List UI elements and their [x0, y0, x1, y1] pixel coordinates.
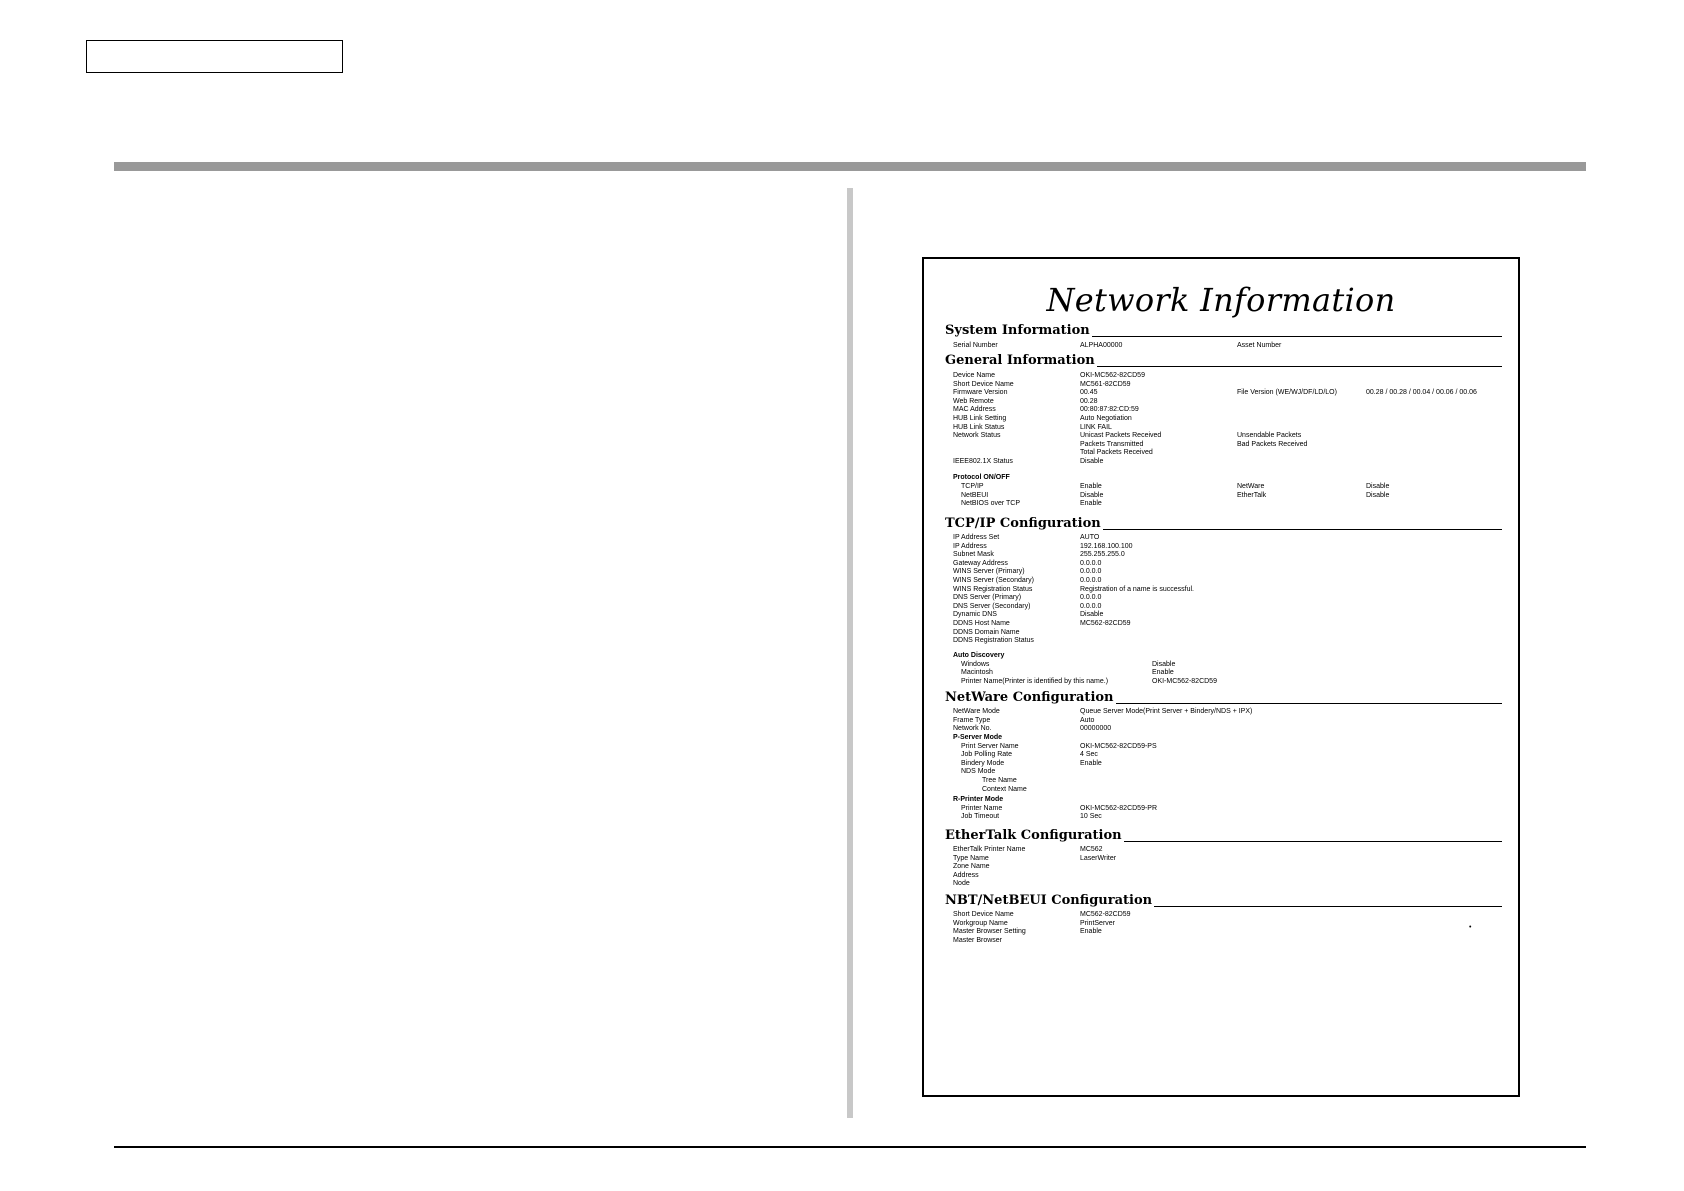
- field-label: Asset Number: [1237, 342, 1282, 349]
- field-value: Packets Transmitted: [1080, 440, 1144, 448]
- section-underline: [1103, 529, 1502, 530]
- field-label: Short Device Name: [953, 380, 1014, 388]
- field-value: 4 Sec: [1080, 751, 1098, 759]
- network-information-report: [922, 257, 1520, 1097]
- field-value: OKI-MC562-82CD59: [1152, 677, 1217, 685]
- field-label: Printer Name: [961, 804, 1003, 812]
- field-label: Bindery Mode: [961, 759, 1005, 767]
- scan-dot: •: [1469, 924, 1472, 931]
- field-value: 0.0.0.0: [1080, 602, 1102, 610]
- field-label: Web Remote: [953, 397, 994, 405]
- field-value: OKI-MC562-82CD59-PS: [1080, 742, 1157, 750]
- field-label: WINS Server (Secondary): [953, 577, 1034, 584]
- field-value: Enable: [1080, 928, 1102, 936]
- section-heading-system: [945, 322, 1502, 338]
- field-label: DNS Server (Secondary): [953, 602, 1031, 610]
- field-label: Network No.: [953, 725, 992, 733]
- field-value: 10 Sec: [1080, 813, 1102, 821]
- field-value: Enable: [1080, 500, 1102, 508]
- section-underline: [1092, 336, 1502, 337]
- field-value: PrintServer: [1080, 919, 1116, 927]
- field-value: Disable: [1152, 660, 1176, 668]
- field-value: Enable: [1080, 759, 1102, 767]
- field-value: 192.168.100.100: [1080, 542, 1133, 550]
- section-underline: [1097, 366, 1502, 367]
- field-value: Disable: [1366, 483, 1390, 490]
- field-label: MAC Address: [953, 406, 996, 414]
- section-underline: [1116, 703, 1503, 704]
- field-value: 00.45: [1080, 389, 1098, 397]
- field-label: Macintosh: [961, 669, 993, 677]
- column-divider: [847, 188, 853, 1118]
- field-value: Registration of a name is successful.: [1080, 585, 1194, 593]
- field-value: 00.28: [1080, 397, 1098, 405]
- field-value: ALPHA00000: [1080, 342, 1123, 349]
- field-label: Node: [953, 880, 970, 888]
- field-label: Workgroup Name: [953, 919, 1008, 927]
- field-label: Gateway Address: [953, 559, 1008, 567]
- field-label: Network Status: [953, 432, 1001, 440]
- section-underline: [1154, 906, 1502, 907]
- section-title: System Information: [945, 323, 1090, 338]
- field-label: DNS Server (Primary): [953, 594, 1022, 602]
- section-heading-nbt: [945, 892, 1502, 908]
- field-label: Windows: [961, 660, 990, 668]
- field-label: DDNS Registration Status: [953, 637, 1034, 645]
- field-value: 0.0.0.0: [1080, 594, 1102, 602]
- report-title: Network Information: [1046, 281, 1396, 319]
- field-label: Tree Name: [982, 777, 1017, 784]
- field-value: 0.0.0.0: [1080, 568, 1102, 576]
- field-value: Enable: [1080, 483, 1102, 490]
- field-label: Device Name: [953, 372, 996, 379]
- sub-heading-r-printer: R-Printer Mode: [953, 796, 1004, 803]
- field-label: Dynamic DNS: [953, 611, 997, 619]
- field-label: NetWare Mode: [953, 708, 1000, 715]
- field-label: DDNS Domain Name: [953, 628, 1020, 636]
- field-label: Subnet Mask: [953, 551, 994, 559]
- field-label: Master Browser: [953, 936, 1003, 944]
- header-rule: [114, 162, 1586, 171]
- field-label: NetWare: [1237, 483, 1265, 490]
- header-box: [86, 40, 343, 73]
- field-label: Bad Packets Received: [1237, 440, 1308, 448]
- field-value: 00.28 / 00.28 / 00.04 / 00.06 / 00.06: [1366, 389, 1477, 397]
- field-value: 00000000: [1080, 725, 1112, 733]
- section-heading-tcpip: [945, 515, 1502, 531]
- field-label: IP Address Set: [953, 534, 1000, 541]
- field-label: File Version (WE/WJ/DF/LD/LO): [1237, 389, 1337, 397]
- field-value: Unicast Packets Received: [1080, 432, 1162, 440]
- field-label: EtherTalk: [1237, 491, 1267, 499]
- sub-heading-protocol: Protocol ON/OFF: [953, 474, 1010, 481]
- field-label: Job Polling Rate: [961, 751, 1012, 759]
- field-value: OKI-MC562-82CD59: [1080, 372, 1145, 379]
- section-title: NetWare Configuration: [945, 690, 1114, 705]
- field-value: 00:80:87:82:CD:59: [1080, 406, 1139, 414]
- field-label: EtherTalk Printer Name: [953, 846, 1026, 853]
- field-label: Short Device Name: [953, 911, 1014, 918]
- field-value: Disable: [1080, 611, 1104, 619]
- section-heading-general: [945, 352, 1502, 368]
- field-value: Auto Negotiation: [1080, 415, 1132, 422]
- field-label: Context Name: [982, 785, 1027, 793]
- field-value: MC561-82CD59: [1080, 380, 1131, 388]
- field-label: NetBEUI: [961, 491, 989, 499]
- field-label: WINS Registration Status: [953, 585, 1033, 593]
- field-label: HUB Link Setting: [953, 415, 1007, 422]
- field-label: IP Address: [953, 542, 987, 550]
- sub-heading-p-server: P-Server Mode: [953, 734, 1003, 741]
- section-title: EtherTalk Configuration: [945, 828, 1122, 843]
- field-label: Printer Name(Printer is identified by this name.): [961, 677, 1109, 685]
- field-value: MC562: [1080, 846, 1103, 853]
- field-value: 0.0.0.0: [1080, 559, 1102, 567]
- field-value: AUTO: [1080, 534, 1100, 541]
- field-label: Frame Type: [953, 716, 991, 724]
- field-label: NDS Mode: [961, 768, 996, 776]
- field-value: 0.0.0.0: [1080, 577, 1102, 584]
- field-value: Total Packets Received: [1080, 449, 1153, 457]
- field-label: Type Name: [953, 854, 989, 862]
- field-label: Address: [953, 871, 979, 879]
- field-label: Unsendable Packets: [1237, 432, 1302, 440]
- field-label: Job Timeout: [961, 813, 1000, 821]
- sub-heading-auto-discovery: Auto Discovery: [953, 652, 1005, 659]
- field-value: Disable: [1080, 458, 1104, 465]
- field-label: Serial Number: [953, 342, 998, 349]
- section-title: TCP/IP Configuration: [945, 516, 1101, 531]
- field-label: WINS Server (Primary): [953, 568, 1025, 576]
- field-label: Firmware Version: [953, 389, 1008, 397]
- field-value: MC562-82CD59: [1080, 911, 1131, 918]
- field-value: LaserWriter: [1080, 854, 1117, 862]
- field-label: Master Browser Setting: [953, 928, 1026, 936]
- field-value: LINK FAIL: [1080, 423, 1112, 431]
- field-value: Queue Server Mode(Print Server + Bindery/NDS + IPX): [1080, 708, 1253, 715]
- field-value: MC562-82CD59: [1080, 620, 1131, 627]
- field-label: Print Server Name: [961, 742, 1019, 750]
- field-value: Disable: [1080, 491, 1104, 499]
- section-title: General Information: [945, 353, 1095, 368]
- field-label: NetBIOS over TCP: [961, 500, 1021, 508]
- section-underline: [1124, 841, 1502, 842]
- field-value: Disable: [1366, 491, 1390, 499]
- section-heading-ethertalk: [945, 827, 1502, 843]
- field-label: DDNS Host Name: [953, 620, 1010, 627]
- field-value: Auto: [1080, 716, 1095, 724]
- field-label: IEEE802.1X Status: [953, 458, 1013, 465]
- field-label: HUB Link Status: [953, 423, 1005, 431]
- field-label: Zone Name: [953, 863, 990, 871]
- section-title: NBT/NetBEUI Configuration: [945, 893, 1153, 908]
- field-value: OKI-MC562-82CD59-PR: [1080, 804, 1158, 812]
- footer-rule: [114, 1146, 1586, 1148]
- section-heading-netware: [945, 689, 1502, 705]
- field-value: 255.255.255.0: [1080, 551, 1125, 559]
- field-value: Enable: [1152, 669, 1174, 677]
- field-label: TCP/IP: [961, 483, 984, 490]
